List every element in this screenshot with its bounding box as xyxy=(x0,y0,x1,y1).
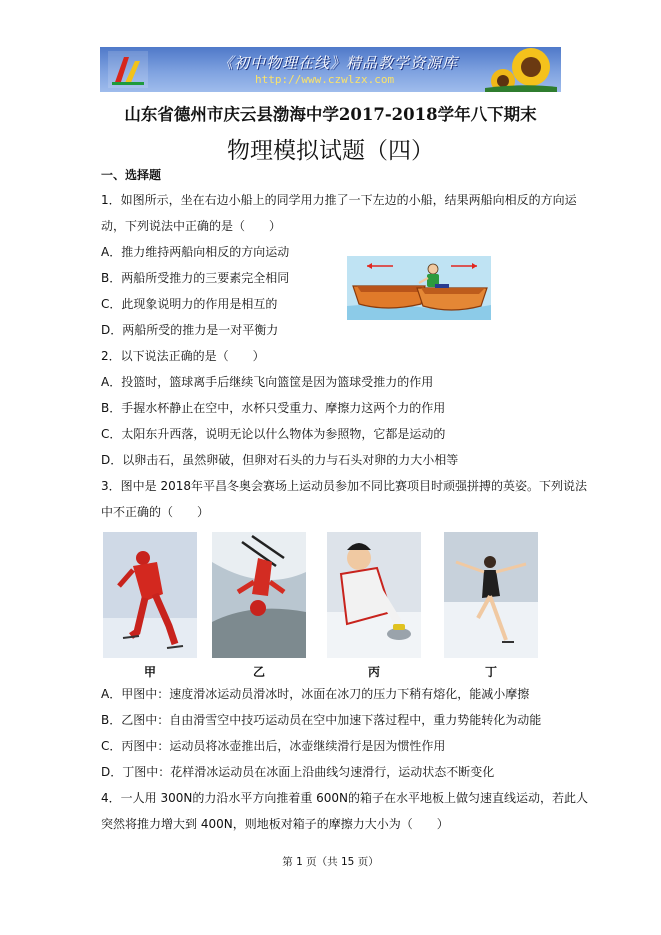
sunflower-icon xyxy=(485,47,557,92)
q2-option-a: A．投篮时，篮球离手后继续飞向篮筐是因为篮球受推力的作用 xyxy=(101,375,434,389)
q2-option-c: C．太阳东升西落，说明无论以什么物体为参照物，它都是运动的 xyxy=(101,427,446,441)
q1-option-d: D．两船所受的推力是一对平衡力 xyxy=(101,323,279,337)
q2-stem: 2．以下说法正确的是（ ） xyxy=(101,349,265,363)
boats-illustration xyxy=(347,256,491,320)
page-title: 山东省德州市庆云县渤海中学2017-2018学年八下期末 xyxy=(124,105,537,124)
q1-option-c: C．此现象说明力的作用是相互的 xyxy=(101,297,278,311)
page-number: 第 1 页（共 15 页） xyxy=(282,856,379,868)
banner-url[interactable]: http://www.czwlzx.com xyxy=(255,73,395,86)
photo-caption-ding: 丁 xyxy=(484,665,497,679)
q3-stem-line2: 中不正确的（ ） xyxy=(101,505,210,519)
photo-aerial-skier xyxy=(212,532,306,658)
q3-option-c: C．丙图中：运动员将冰壶推出后，冰壶继续滑行是因为惯性作用 xyxy=(101,739,446,753)
photo-caption-bing: 丙 xyxy=(367,665,380,679)
q3-option-a: A．甲图中：速度滑冰运动员滑冰时，冰面在冰刀的压力下稍有熔化，能减小摩擦 xyxy=(101,687,530,701)
photo-figure-skater xyxy=(444,532,538,658)
q1-option-a: A．推力维持两船向相反的方向运动 xyxy=(101,245,290,259)
q4-stem-line1: 4．一人用 300N的力沿水平方向推着重 600N的箱子在水平地板上做匀速直线运动，若此人 xyxy=(101,791,589,805)
q3-option-d: D．丁图中：花样滑冰运动员在冰面上沿曲线匀速滑行，运动状态不断变化 xyxy=(101,765,495,779)
q2-option-d: D．以卵击石，虽然卵破，但卵对石头的力与石头对卵的力大小相等 xyxy=(101,453,459,467)
site-logo-icon xyxy=(108,51,148,88)
banner-title: 《初中物理在线》精品教学资源库 xyxy=(218,54,459,72)
photo-speed-skater xyxy=(103,532,197,658)
page-subtitle: 物理模拟试题（四） xyxy=(227,138,434,164)
q3-stem-line1: 3．图中是 2018年平昌冬奥会赛场上运动员参加不同比赛项目时顽强拼搏的英姿。下列说法 xyxy=(101,479,587,493)
q2-option-b: B．手握水杯静止在空中，水杯只受重力、摩擦力这两个力的作用 xyxy=(101,401,446,415)
header-banner xyxy=(100,47,561,92)
section-heading: 一、选择题 xyxy=(101,168,162,182)
q1-option-b: B．两船所受推力的三要素完全相同 xyxy=(101,271,290,285)
q1-stem-line1: 1．如图所示，坐在右边小船上的同学用力推了一下左边的小船，结果两船向相反的方向运 xyxy=(101,193,577,207)
q3-option-b: B．乙图中：自由滑雪空中技巧运动员在空中加速下落过程中，重力势能转化为动能 xyxy=(101,713,542,727)
photo-caption-yi: 乙 xyxy=(252,665,265,679)
photo-curling-player xyxy=(327,532,421,658)
photo-caption-jia: 甲 xyxy=(143,665,156,679)
q4-stem-line2: 突然将推力增大到 400N，则地板对箱子的摩擦力大小为（ ） xyxy=(101,817,449,831)
q1-stem-line2: 动，下列说法中正确的是（ ） xyxy=(101,219,282,233)
